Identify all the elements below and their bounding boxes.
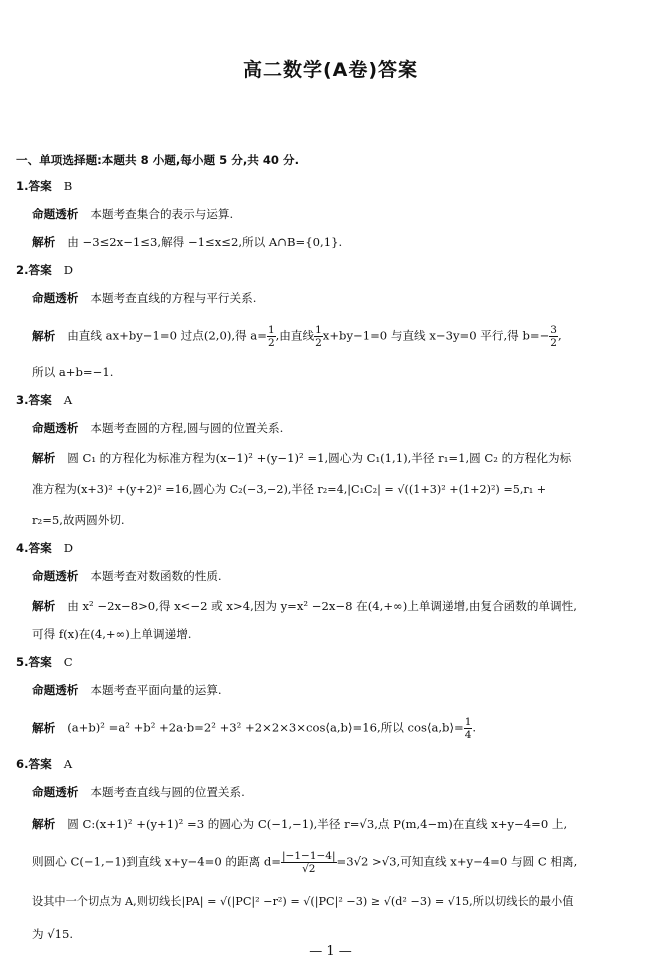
q4-answer: D xyxy=(63,541,73,555)
q2-intent-line xyxy=(32,290,256,306)
q2-answer-line xyxy=(16,262,73,278)
q3-analysis-3: r₂=5,故两圆外切. xyxy=(32,513,125,527)
q3-analysis-label: 解析 xyxy=(32,451,56,465)
q4-intent-line xyxy=(32,568,222,584)
q3-intent: 本题考查圆的方程,圆与圆的位置关系. xyxy=(90,421,284,435)
q6-answer-line xyxy=(16,756,72,772)
q3-answer-line xyxy=(16,392,72,408)
q5-answer-label: 答案 xyxy=(28,655,52,669)
q2-fraction-b-num: 3 xyxy=(550,324,557,336)
q4-analysis-1: 由 x² −2x−8>0,得 x<−2 或 x>4,因为 y=x² −2x−8 在(4,+∞)上单调递增,由复合函数的单调性, xyxy=(67,599,577,613)
q6-fraction-den: √2 xyxy=(302,863,316,875)
q4-number: 4. xyxy=(16,541,29,555)
q2-fraction-coef-den: 2 xyxy=(315,337,322,349)
q2-analysis-text-3: x+by−1=0 与直线 x−3y=0 平行,得 b=− xyxy=(322,328,550,343)
q1-intent-line xyxy=(32,206,233,222)
q1-answer-line xyxy=(16,178,72,194)
q4-analysis-line xyxy=(32,598,577,614)
q1-number: 1. xyxy=(16,179,29,193)
q6-answer: A xyxy=(63,757,73,771)
q2-answer: D xyxy=(63,263,73,277)
q4-analysis-2: 可得 f(x)在(4,+∞)上单调递增. xyxy=(32,627,192,641)
q1-analysis-line xyxy=(32,234,342,250)
q6-intent-line xyxy=(32,784,245,800)
q5-analysis-text-2: . xyxy=(472,720,477,735)
q6-answer-label: 答案 xyxy=(28,757,52,771)
q6-intent: 本题考查直线与圆的位置关系. xyxy=(90,785,245,799)
q3-analysis-1: 圆 C₁ 的方程化为标准方程为(x−1)² +(y−1)² =1,圆心为 C₁(1,1),半径 r₁=1,圆 C₂ 的方程化为标 xyxy=(67,451,572,465)
q6-analysis-text-1: 则圆心 C(−1,−1)到直线 x+y−4=0 的距离 d= xyxy=(32,854,281,869)
q2-fraction-coef-num: 1 xyxy=(315,324,322,336)
q2-analysis-text-1: 由直线 ax+by−1=0 过点(2,0),得 a= xyxy=(67,328,267,343)
q1-answer-label: 答案 xyxy=(28,179,52,193)
q2-intent-label: 命题透析 xyxy=(32,291,79,305)
q6-analysis-text-2: =3√2 >√3,可知直线 x+y−4=0 与圆 C 相离, xyxy=(336,854,578,869)
q5-answer-line xyxy=(16,654,73,670)
q4-intent: 本题考查对数函数的性质. xyxy=(90,569,222,583)
q2-analysis-text-4: , xyxy=(557,328,562,343)
q1-answer: B xyxy=(63,179,73,193)
q1-intent-label: 命题透析 xyxy=(32,207,79,221)
q2-fraction-a-num: 1 xyxy=(267,324,275,336)
q5-intent-label: 命题透析 xyxy=(32,683,79,697)
q2-fraction-b xyxy=(549,324,558,349)
q4-answer-line xyxy=(16,540,73,556)
q6-analysis-1: 圆 C:(x+1)² +(y+1)² =3 的圆心为 C(−1,−1),半径 r=√3,点 P(m,4−m)在直线 x+y−4=0 上, xyxy=(67,817,568,831)
page-title: 高二数学(A卷)答案 xyxy=(242,59,419,81)
q2-analysis-text-2: ,由直线 xyxy=(275,328,315,343)
q1-analysis-label: 解析 xyxy=(32,235,56,249)
q2-number: 2. xyxy=(16,263,29,277)
q5-analysis-label: 解析 xyxy=(32,720,56,735)
q3-intent-line xyxy=(32,420,283,436)
q2-fraction-coef xyxy=(314,324,323,349)
q2-fraction-a xyxy=(267,324,276,349)
q5-number: 5. xyxy=(16,655,29,669)
q2-analysis-label: 解析 xyxy=(32,328,56,343)
q6-intent-label: 命题透析 xyxy=(32,785,79,799)
q1-analysis-1: 由 −3≤2x−1≤3,解得 −1≤x≤2,所以 A∩B={0,1}. xyxy=(67,235,343,249)
q3-analysis-line xyxy=(32,450,571,466)
q6-fraction xyxy=(281,850,337,875)
q1-intent: 本题考查集合的表示与运算. xyxy=(90,207,234,221)
q5-answer: C xyxy=(63,655,73,669)
q2-analysis-line xyxy=(32,324,562,349)
q5-intent: 本题考查平面向量的运算. xyxy=(90,683,222,697)
q3-answer-label: 答案 xyxy=(28,393,52,407)
q5-fraction-den: 4 xyxy=(464,729,472,741)
q4-intent-label: 命题透析 xyxy=(32,569,79,583)
q5-analysis-line xyxy=(32,716,476,741)
q6-fraction-num: |−1−1−4| xyxy=(282,850,336,862)
q3-number: 3. xyxy=(16,393,29,407)
q3-answer: A xyxy=(63,393,73,407)
q5-analysis-text-1: (a+b)² =a² +b² +2a·b=2² +3² +2×2×3×cos⟨a,b⟩=16,所以 cos⟨a,b⟩= xyxy=(67,720,464,735)
q5-fraction-num: 1 xyxy=(464,716,472,728)
page-number: — 1 — xyxy=(309,944,352,959)
q6-analysis-distance xyxy=(32,850,577,875)
q2-fraction-b-den: 2 xyxy=(550,337,557,349)
q2-answer-label: 答案 xyxy=(28,263,52,277)
q2-intent: 本题考查直线的方程与平行关系. xyxy=(90,291,257,305)
q6-analysis-label: 解析 xyxy=(32,817,56,831)
section-heading: 一、单项选择题:本题共 8 小题,每小题 5 分,共 40 分. xyxy=(16,153,300,167)
q2-fraction-a-den: 2 xyxy=(267,337,275,349)
q5-intent-line xyxy=(32,682,222,698)
q4-answer-label: 答案 xyxy=(28,541,52,555)
q4-analysis-label: 解析 xyxy=(32,599,56,613)
q6-analysis-3: 为 √15. xyxy=(32,927,74,941)
q6-number: 6. xyxy=(16,757,29,771)
q3-intent-label: 命题透析 xyxy=(32,421,79,435)
q2-analysis-cont: 所以 a+b=−1. xyxy=(32,365,114,379)
q6-analysis-2: 设其中一个切点为 A,则切线长|PA| = √(|PC|² −r²) = √(|PC|² −3) ≥ √(d² −3) = √15,所以切线长的最小值 xyxy=(32,895,574,908)
q6-analysis-line xyxy=(32,816,567,832)
q3-analysis-2: 准方程为(x+3)² +(y+2)² =16,圆心为 C₂(−3,−2),半径 r₂=4,|C₁C₂| = √((1+3)² +(1+2)²) =5,r₁ + xyxy=(32,483,547,496)
